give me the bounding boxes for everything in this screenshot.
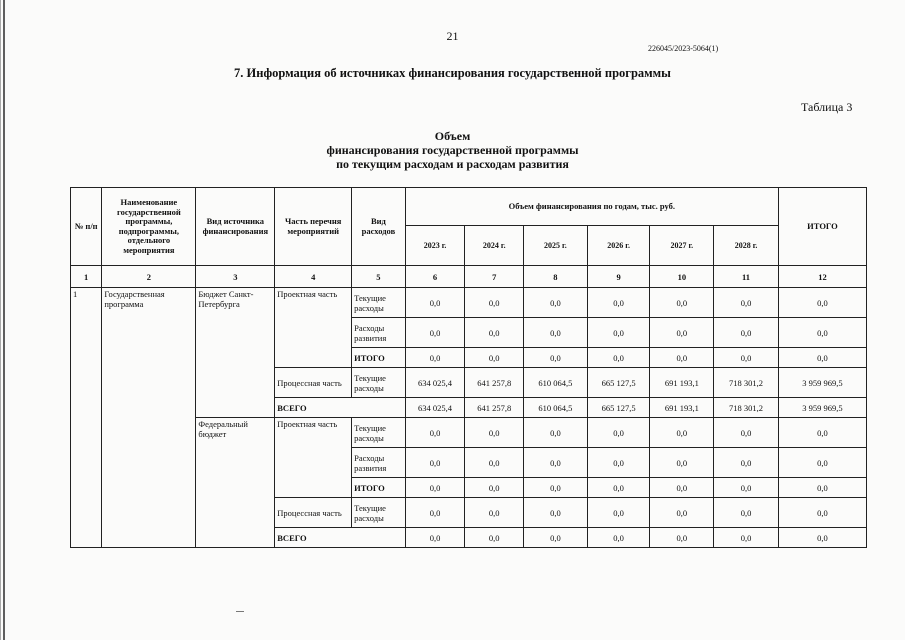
- table-row: [71, 288, 867, 318]
- value-cell: 0,0: [714, 498, 779, 528]
- value-cell: 0,0: [650, 288, 714, 318]
- header-year: 2027 г.: [650, 226, 714, 266]
- value-cell: 634 025,4: [405, 398, 465, 418]
- caption-line: Объем: [434, 129, 471, 143]
- value-cell: 0,0: [465, 528, 524, 548]
- value-cell: 0,0: [587, 348, 650, 368]
- value-cell: 0,0: [524, 348, 588, 368]
- value-cell: 0,0: [465, 448, 524, 478]
- total-cell: 0,0: [778, 528, 866, 548]
- caption-line: финансирования государственной программы: [326, 143, 579, 157]
- program-name: Государственная программа: [102, 288, 196, 548]
- kind-itogo: ИТОГО: [352, 348, 406, 368]
- column-number: 9: [587, 266, 650, 288]
- total-cell: 0,0: [778, 348, 866, 368]
- header-source: Вид источника финансирования: [196, 188, 275, 266]
- header-part: Часть перечня мероприятий: [275, 188, 352, 266]
- table-caption: [0, 129, 905, 171]
- scan-edge-line: [0, 0, 1, 640]
- value-cell: 0,0: [587, 478, 650, 498]
- column-number: 3: [196, 266, 275, 288]
- total-cell: 0,0: [778, 448, 866, 478]
- column-number: 6: [405, 266, 465, 288]
- total-cell: 0,0: [778, 418, 866, 448]
- total-cell: 3 959 969,5: [778, 368, 866, 398]
- total-cell: 0,0: [778, 288, 866, 318]
- value-cell: 0,0: [465, 478, 524, 498]
- value-cell: 0,0: [405, 318, 465, 348]
- value-cell: 0,0: [650, 478, 714, 498]
- value-cell: 0,0: [465, 498, 524, 528]
- value-cell: 0,0: [524, 418, 588, 448]
- value-cell: 691 193,1: [650, 398, 714, 418]
- kind-development: Расходы развития: [352, 318, 406, 348]
- kind-itogo: ИТОГО: [352, 478, 406, 498]
- value-cell: 641 257,8: [465, 398, 524, 418]
- value-cell: 0,0: [714, 528, 779, 548]
- total-cell: 3 959 969,5: [778, 398, 866, 418]
- section-title: 7. Информация об источниках финансирования государственной программы: [234, 66, 671, 80]
- value-cell: 0,0: [405, 528, 465, 548]
- value-cell: 0,0: [587, 498, 650, 528]
- value-cell: 691 193,1: [650, 368, 714, 398]
- caption-line: по текущим расходам и расходам развития: [336, 157, 569, 171]
- row-number: 1: [71, 288, 102, 548]
- value-cell: 0,0: [587, 448, 650, 478]
- value-cell: 0,0: [714, 418, 779, 448]
- value-cell: 718 301,2: [714, 368, 779, 398]
- column-number: 1: [71, 266, 102, 288]
- value-cell: 665 127,5: [587, 368, 650, 398]
- total-cell: 0,0: [778, 478, 866, 498]
- column-number: 10: [650, 266, 714, 288]
- value-cell: 634 025,4: [405, 368, 465, 398]
- value-cell: 0,0: [524, 448, 588, 478]
- column-number: 12: [778, 266, 866, 288]
- value-cell: 0,0: [650, 418, 714, 448]
- column-number: 7: [465, 266, 524, 288]
- value-cell: 0,0: [714, 348, 779, 368]
- value-cell: 0,0: [587, 318, 650, 348]
- value-cell: 0,0: [650, 348, 714, 368]
- value-cell: 0,0: [405, 288, 465, 318]
- column-number: 5: [352, 266, 406, 288]
- header-year: 2023 г.: [405, 226, 465, 266]
- value-cell: 0,0: [650, 498, 714, 528]
- value-cell: 0,0: [714, 288, 779, 318]
- header-volume: Объем финансирования по годам, тыс. руб.: [405, 188, 778, 226]
- value-cell: 0,0: [465, 318, 524, 348]
- vsego-label: ВСЕГО: [275, 398, 405, 418]
- value-cell: 0,0: [587, 528, 650, 548]
- financing-table: [70, 187, 867, 548]
- scan-mark: [236, 611, 244, 612]
- header-year: 2026 г.: [587, 226, 650, 266]
- value-cell: 718 301,2: [714, 398, 779, 418]
- value-cell: 641 257,8: [465, 368, 524, 398]
- value-cell: 0,0: [587, 288, 650, 318]
- source-federal: Федеральный бюджет: [196, 418, 275, 548]
- value-cell: 0,0: [524, 288, 588, 318]
- part-process: Процессная часть: [275, 498, 352, 528]
- value-cell: 0,0: [405, 348, 465, 368]
- value-cell: 0,0: [405, 448, 465, 478]
- scan-edge-shadow: [3, 0, 5, 640]
- source-budget-spb: Бюджет Санкт-Петербурга: [196, 288, 275, 418]
- table-label: Таблица 3: [801, 100, 853, 114]
- value-cell: 0,0: [465, 288, 524, 318]
- column-number: 11: [714, 266, 779, 288]
- value-cell: 0,0: [405, 498, 465, 528]
- document-id: 226045/2023-5064(1): [648, 44, 719, 53]
- column-number-row: [71, 266, 867, 288]
- value-cell: 0,0: [524, 528, 588, 548]
- header-total: ИТОГО: [778, 188, 866, 266]
- kind-current: Текущие расходы: [352, 418, 406, 448]
- column-number: 4: [275, 266, 352, 288]
- value-cell: 0,0: [650, 528, 714, 548]
- value-cell: 0,0: [714, 318, 779, 348]
- page-number: 21: [446, 29, 459, 43]
- part-project: Проектная часть: [275, 288, 352, 368]
- column-number: 8: [524, 266, 588, 288]
- value-cell: 0,0: [465, 418, 524, 448]
- total-cell: 0,0: [778, 318, 866, 348]
- header-year: 2025 г.: [524, 226, 588, 266]
- value-cell: 665 127,5: [587, 398, 650, 418]
- part-process: Процессная часть: [275, 368, 352, 398]
- value-cell: 610 064,5: [524, 398, 588, 418]
- value-cell: 0,0: [650, 318, 714, 348]
- header-year: 2024 г.: [465, 226, 524, 266]
- value-cell: 0,0: [524, 318, 588, 348]
- kind-current: Текущие расходы: [352, 288, 406, 318]
- value-cell: 610 064,5: [524, 368, 588, 398]
- kind-current: Текущие расходы: [352, 368, 406, 398]
- header-year: 2028 г.: [714, 226, 779, 266]
- value-cell: 0,0: [587, 418, 650, 448]
- header-row: [71, 188, 867, 226]
- kind-current: Текущие расходы: [352, 498, 406, 528]
- kind-development: Расходы развития: [352, 448, 406, 478]
- column-number: 2: [102, 266, 196, 288]
- value-cell: 0,0: [524, 478, 588, 498]
- value-cell: 0,0: [465, 348, 524, 368]
- value-cell: 0,0: [714, 478, 779, 498]
- header-kind: Вид расходов: [352, 188, 406, 266]
- part-project: Проектная часть: [275, 418, 352, 498]
- header-no: № п/п: [71, 188, 102, 266]
- total-cell: 0,0: [778, 498, 866, 528]
- value-cell: 0,0: [524, 498, 588, 528]
- header-name: Наименование государственной программы, подпрограммы, отдельного мероприятия: [102, 188, 196, 266]
- value-cell: 0,0: [714, 448, 779, 478]
- vsego-label: ВСЕГО: [275, 528, 405, 548]
- value-cell: 0,0: [650, 448, 714, 478]
- value-cell: 0,0: [405, 418, 465, 448]
- value-cell: 0,0: [405, 478, 465, 498]
